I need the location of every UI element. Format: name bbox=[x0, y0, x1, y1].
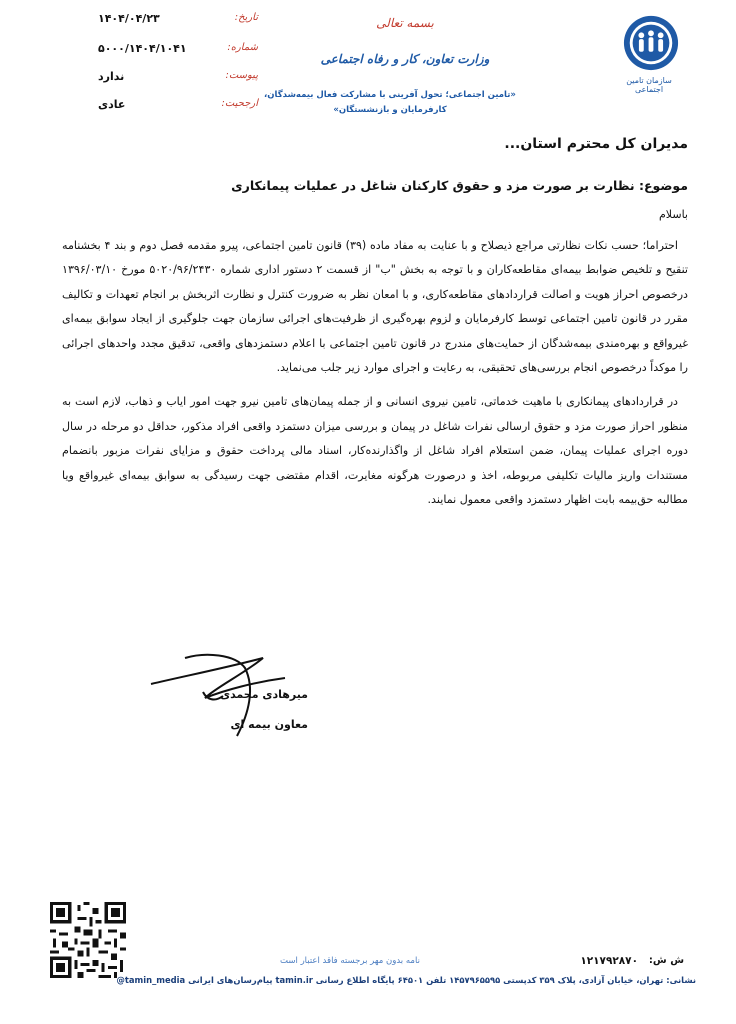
tracking-number: ۱۲۱۷۹۲۸۷۰ bbox=[580, 955, 638, 967]
date-value: ۱۴۰۴/۰۴/۲۳ bbox=[98, 12, 160, 25]
address-line: نشانی: تهران، خیابان آزادی، پلاک ۳۵۹ کدپستی ۱۴۵۷۹۶۵۵۹۵ تلفن ۶۴۵۰۱ پایگاه اطلاع رسانی tamin.ir پیام‌رسان‌های ایرانی tamin_media@ bbox=[116, 975, 696, 985]
basmala: بسمه تعالی bbox=[376, 16, 434, 30]
priority-label: ارجحیت: bbox=[221, 98, 258, 109]
paragraph: در قراردادهای پیمانکاری با ماهیت خدماتی، تامین نیروی انسانی و از جمله پیمان‌های تامین نیرو جهت امور ایاب و ذهاب، لازم است به منظور احراز صورت مزد و حقوق ارسالی نفرات شاغل در پیمان و بررسی میزان دستمزد واقعی افراد مذکور، حداقل دو مرحله در سال دوره اجرای عملیات پیمان، ضمن استعلام افراد شاغل از واگذارنده‌کار، اسناد مالی پرداخت حقوق و مزایای نفرات مزبور بانضمام مستندات واریز مالیات تکلیفی مربوطه، اخذ و درصورت هرگونه مغایرت، اقدام مقتضی جهت رسیدگی به سوابق بیمه‌ای غیرواقع ویا مطالبه حق‌بیمه بابت اظهار دستمزد واقعی معمول نمایند. bbox=[62, 395, 688, 507]
date-label: تاریخ: bbox=[234, 12, 258, 23]
meta-number bbox=[98, 42, 258, 62]
subject-line: موضوع: نظارت بر صورت مزد و حقوق کارکنان شاغل در عملیات پیمانکاری bbox=[231, 178, 688, 193]
paragraph: احتراما؛ حسب نکات نظارتی مراجع ذیصلاح و با عنایت به مفاد ماده (۳۹) قانون تامین اجتماعی، پیرو مقدمه فصل دوم و بند ۴ بخشنامه تنقیح و تلخیص ضوابط بیمه‌ای مقاطعه‌کاران و با توجه به بخش "ب" از قسمت ۲ دستور اداری شماره ۵۰۲۰/۹۶/۲۴۳۰ مورخ ۱۳۹۶/۰۳/۱۰ درخصوص احراز هویت و اصالت قراردادهای مقاطعه‌کاری، و با امعان نظر به ضرورت کنترل و نظارت اثربخش بر انجام تعهدات و تکالیف مقرر در قانون تامین اجتماعی توسط کارفرمایان و لزوم بهره‌گیری از ظرفیت‌های اجرائی سازمان جهت جلوگیری از ایجاد سوابق بیمه‌ای غیرواقع و بهره‌مندی بیمه‌شدگان از حمایت‌های مندرج در قانون تامین اجتماعی با اعلام دستمزدهای واقعی، تدقیق مجدد واحدهای اجرائی را موکداً درخصوص انجام بررسی‌های تحقیقی، به رعایت و اجرای موارد زیر جلب می‌نماید. bbox=[62, 239, 689, 375]
recipient: مدیران کل محترم استان... bbox=[504, 136, 688, 152]
attachment-value: ندارد bbox=[98, 70, 125, 83]
meta-attachment bbox=[98, 70, 258, 90]
slogan: «تامین اجتماعی؛ تحول آفرینی با مشارکت فعال بیمه‌شدگان، کارفرمایان و بازنشستگان» bbox=[264, 90, 516, 115]
tamin-logo-icon bbox=[622, 14, 680, 72]
ministry-title: وزارت تعاون، کار و رفاه اجتماعی bbox=[320, 52, 490, 66]
number-value: ۵۰۰۰/۱۴۰۴/۱۰۴۱ bbox=[98, 42, 187, 55]
priority-value: عادی bbox=[98, 98, 126, 111]
signer-name: میرهادی محمدی bbox=[219, 688, 308, 701]
letter-content bbox=[62, 234, 688, 522]
meta-priority bbox=[98, 98, 258, 118]
stamp-note: نامه بدون مهر برجسته فاقد اعتبار است bbox=[280, 956, 420, 966]
greeting: باسلام bbox=[658, 208, 688, 221]
tracking-label: ش ش: bbox=[648, 955, 684, 966]
org-name: سازمان تامین اجتماعی bbox=[626, 76, 672, 94]
number-label: شماره: bbox=[227, 42, 258, 53]
signer-title: معاون بیمه ای bbox=[230, 718, 308, 731]
meta-date bbox=[98, 12, 258, 32]
attachment-label: پیوست: bbox=[225, 70, 258, 81]
qr-code-icon bbox=[50, 902, 126, 978]
